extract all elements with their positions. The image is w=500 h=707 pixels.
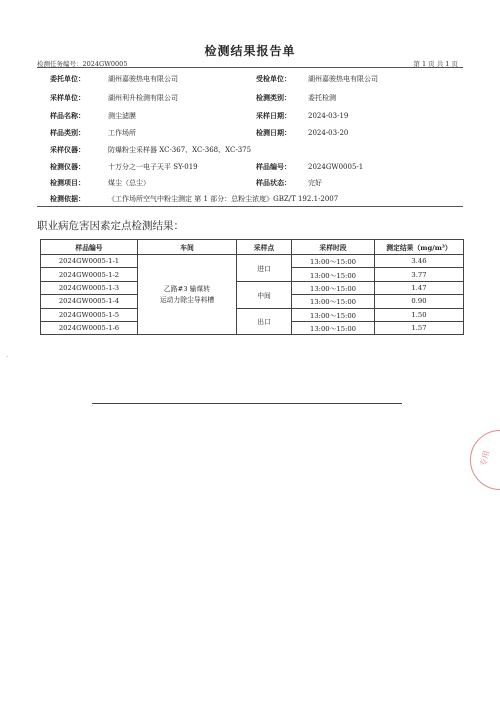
info-row-2	[50, 93, 178, 103]
header-sampling-period: 采样时段	[292, 240, 375, 255]
header-workshop: 车间	[138, 240, 237, 255]
page-number: 第 1 页 共 1 页	[413, 60, 458, 68]
seal-stamp	[470, 430, 500, 490]
sample-id-cell: 2024GW0005-1-4	[41, 295, 138, 308]
sample-name-label: 样品名称：	[50, 111, 85, 120]
sampler-value: 湖州利升检测有限公司	[108, 94, 178, 102]
sampling-point-cell: 出口	[237, 308, 292, 335]
period-cell: 13:00～15:00	[292, 308, 375, 321]
sample-no-value: 2024GW0005-1	[308, 163, 364, 171]
sample-id-cell: 2024GW0005-1-5	[41, 308, 138, 321]
sample-category-label: 样品类别：	[50, 128, 85, 137]
info-bottom-rule	[37, 206, 463, 207]
period-cell: 13:00～15:00	[292, 255, 375, 268]
test-date-value: 2024-03-20	[308, 129, 349, 137]
period-cell: 13:00～15:00	[292, 295, 375, 308]
result-cell: 1.50	[375, 308, 464, 321]
result-cell: 1.57	[375, 321, 464, 334]
table-row	[41, 308, 464, 321]
sample-id-cell: 2024GW0005-1-2	[41, 268, 138, 281]
info-row-3b	[256, 111, 348, 121]
info-row-6b	[256, 162, 363, 172]
sample-status-value: 完好	[308, 179, 322, 187]
info-row-6	[50, 162, 198, 172]
sampling-point-cell: 中间	[237, 281, 292, 308]
workshop-line-2: 运动力除尘导料槽	[159, 295, 215, 304]
info-row-1b	[256, 74, 378, 84]
test-instrument-value: 十万分之一电子天平 SY-019	[108, 163, 198, 171]
client-label: 委托单位：	[50, 74, 85, 83]
sampling-instrument-label: 采样仪器：	[50, 145, 85, 154]
test-date-label: 检测日期：	[256, 128, 291, 137]
info-row-1	[50, 74, 178, 84]
sample-category-value: 工作场所	[108, 129, 136, 137]
inspected-label: 受检单位：	[256, 74, 291, 83]
results-table	[40, 239, 464, 335]
test-instrument-label: 检测仪器：	[50, 162, 85, 171]
result-cell: 3.77	[375, 268, 464, 281]
test-type-value: 委托检测	[308, 94, 336, 102]
report-title: 检测结果报告单	[204, 44, 296, 58]
test-item-label: 检测项目：	[50, 178, 85, 187]
info-row-7b	[256, 178, 322, 188]
sample-id-cell: 2024GW0005-1-3	[41, 281, 138, 294]
result-cell: 0.90	[375, 295, 464, 308]
sample-name-value: 测尘滤膜	[108, 112, 136, 120]
table-row	[41, 281, 464, 294]
task-number: 检测任务编号：2024GW0005	[37, 60, 128, 68]
test-item-value: 煤尘（总尘）	[108, 179, 150, 187]
header-sample-no: 样品编号	[41, 240, 138, 255]
end-of-report-line	[92, 403, 402, 404]
sample-no-label: 样品编号：	[256, 162, 291, 171]
basis-label: 检测依据：	[50, 194, 85, 203]
basis-value: 《工作场所空气中粉尘测定 第 1 部分：总粉尘浓度》GBZ/T 192.1-2007	[108, 195, 339, 203]
info-row-4	[50, 128, 136, 138]
period-cell: 13:00～15:00	[292, 281, 375, 294]
seal-stamp-text: 专用	[478, 449, 492, 468]
header-rule	[37, 67, 463, 68]
header-sampling-point: 采样点	[237, 240, 292, 255]
result-cell: 1.47	[375, 281, 464, 294]
sampling-point-cell: 进口	[237, 255, 292, 282]
header-result: 测定结果（mg/m³）	[375, 240, 464, 255]
workshop-cell	[138, 255, 237, 335]
inspected-value: 湖州嘉骏热电有限公司	[308, 75, 378, 83]
table-row	[41, 255, 464, 268]
client-value: 湖州嘉骏热电有限公司	[108, 75, 178, 83]
sample-id-cell: 2024GW0005-1-6	[41, 321, 138, 334]
test-type-label: 检测类别：	[256, 93, 291, 102]
info-row-5	[50, 145, 251, 155]
info-row-4b	[256, 128, 348, 138]
section-title: 职业病危害因素定点检测结果：	[37, 220, 184, 232]
period-cell: 13:00～15:00	[292, 321, 375, 334]
result-cell: 3.46	[375, 255, 464, 268]
sampler-label: 采样单位：	[50, 93, 85, 102]
margin-mark: -	[6, 353, 9, 360]
info-row-7	[50, 178, 150, 188]
workshop-line-1: 乙路#3 输煤转	[163, 284, 211, 293]
sampling-date-value: 2024-03-19	[308, 112, 349, 120]
sampling-date-label: 采样日期：	[256, 111, 291, 120]
info-row-8	[50, 194, 338, 204]
sampling-instrument-value: 防爆粉尘采样器 XC-367、XC-368、XC-375	[108, 146, 252, 154]
sample-id-cell: 2024GW0005-1-1	[41, 255, 138, 268]
sample-status-label: 样品状态：	[256, 178, 291, 187]
period-cell: 13:00～15:00	[292, 268, 375, 281]
info-row-2b	[256, 93, 336, 103]
table-header-row	[41, 240, 464, 255]
info-row-3	[50, 111, 136, 121]
